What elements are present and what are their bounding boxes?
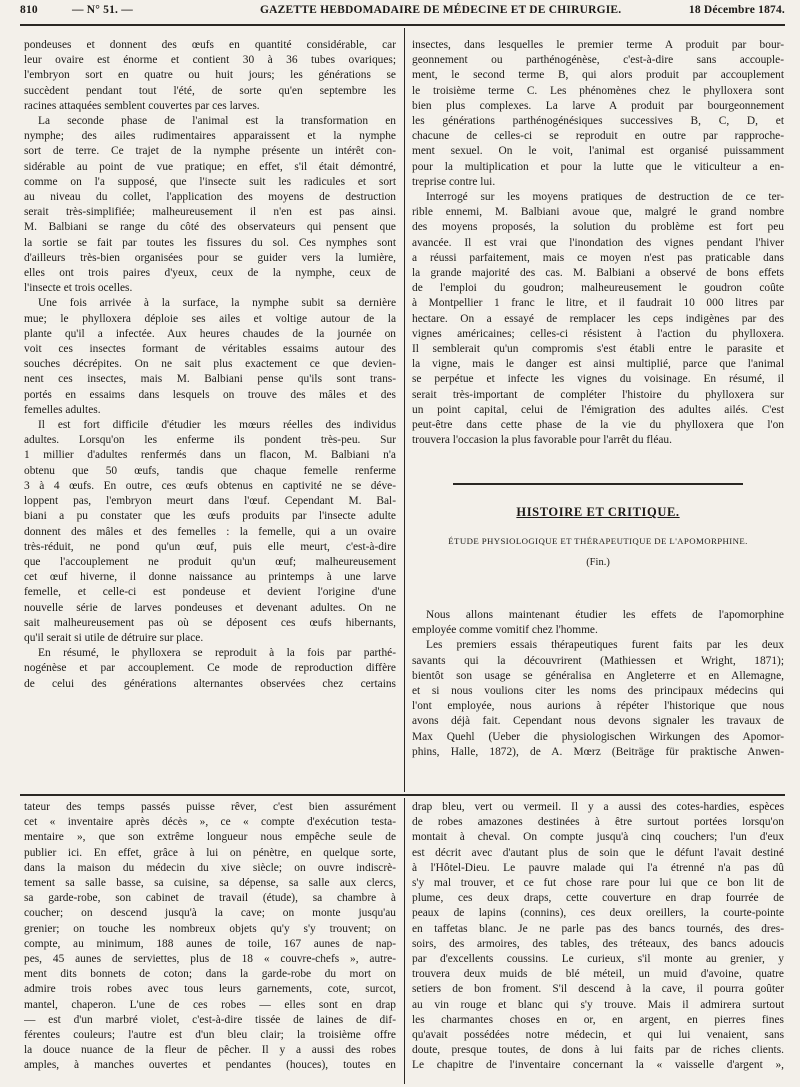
text-line: a réussi parfaitement, mais ce moyen n'est pas praticable dans	[412, 251, 784, 264]
text-line: sa garde-robe, son cabinet de travail (étude), sa chambre à	[24, 892, 396, 905]
bottom-left-column	[24, 800, 396, 1074]
text-line: 3 à 4 œufs. En outre, ces œufs obtenus en captivité ne se déve-	[24, 479, 396, 492]
text-line: que l'accouplement ne produit qu'un œuf; malheureusement	[24, 555, 396, 568]
text-line: loppent pas, l'embryon meurt dans l'œuf. Cependant M. Bal-	[24, 495, 396, 508]
text-line: et si nous voulions citer les noms des principaux médecins qui	[412, 685, 784, 698]
article-part: (Fin.)	[586, 557, 610, 569]
text-line: compte, au minimum, 188 aunes de toile, 167 aunes de nap-	[24, 937, 396, 950]
issue-date: 18 Décembre 1874.	[688, 4, 785, 16]
text-line: nymphe; des ailes rudimentaires apparaissent et la nymphe	[24, 130, 396, 143]
text-line: peut-être dans cette phase de la vie du phylloxera que l'on	[412, 419, 784, 432]
text-line: un point capital, celui de l'émigration des adultes ailés. C'est	[412, 403, 784, 416]
text-line: la douce nuance de la fleur de pêcher. Il y a aussi des robes	[24, 1044, 396, 1057]
bottom-right-column	[412, 800, 784, 1074]
text-line: nent ces insectes, mais M. Balbiani pense qu'ils sont trans-	[24, 373, 396, 386]
text-line: voit ces insectes formant de véritables essaims autour des	[24, 343, 396, 356]
text-line: Le chapitre de l'inventaire concernant la « vaisselle d'argent »,	[412, 1059, 784, 1072]
text-line: plante qu'il a infectée. Aux heures chaudes de la journée on	[24, 327, 396, 340]
text-line: geonnement ou parthénogénèse, c'est-à-dire sans accouple-	[412, 54, 784, 67]
top-right-column	[412, 38, 784, 448]
bottom-section-rule	[20, 794, 785, 796]
text-line: s'y mal trouver, et ce fut chose rare pour lui que ce bon lit de	[412, 877, 784, 890]
text-line: Max Quehl (Ueber die physiologischen Wirkungen des Apomor-	[412, 730, 784, 743]
section-separator	[453, 483, 743, 485]
section-heading-block	[412, 483, 784, 571]
text-line: — est d'un marbré violet, c'est-à-dire tissée de laines de dif-	[24, 1013, 396, 1026]
text-line: employée comme vomitif chez l'homme.	[412, 624, 598, 637]
text-line: avancée. Il est vrai que l'inondation des vignes pendant l'hiver	[412, 236, 784, 249]
text-line: chacune de celles-ci se reproduit en outre par rapproche-	[412, 130, 784, 143]
article-column	[412, 608, 784, 760]
text-line: ment, le second terme B, qui alors produit par accouplement	[412, 69, 784, 82]
text-line: femelles adultes.	[24, 403, 101, 416]
bottom-column-divider	[404, 798, 405, 1084]
text-line: est décrit avec d'autant plus de soin que le défunt l'avait destiné	[412, 846, 784, 859]
text-line: insectes, dans lesquelles le premier terme A produit par bour-	[412, 39, 784, 51]
text-line: comme on l'a supposé, que l'insecte suit les radicules et sort	[24, 175, 396, 188]
text-line: peaux de lapins (connins), ces deux oreillers, la courte-pointe	[412, 907, 784, 920]
text-line: ment dits bonnets de coton; dans la garde-robe du mort on	[24, 968, 396, 981]
text-line: rible ennemi, M. Balbiani avoue que, malgré le grand nombre	[412, 206, 784, 219]
text-line: se perpétue et infecte les vignes du voisinage. En résumé, il	[412, 373, 784, 386]
section-title: HISTOIRE ET CRITIQUE.	[516, 505, 680, 519]
text-line: soirs, des armoires, des tables, des tréteaux, des bancs adoucis	[412, 937, 784, 950]
text-line: setiers de bon froment. S'il descend à la cave, il pourra goûter	[412, 983, 784, 996]
text-line: d'ailleurs très-bien organisées pour se guider vers la lumière,	[24, 251, 396, 264]
text-line: nogénèse et par accouplement. Ce mode de reproduction diffère	[24, 662, 396, 675]
text-line: cet « inventaire après décès », ce « compte d'exécution testa-	[24, 816, 396, 829]
text-line: pour la multiplication et pour la lutte que le viticulteur a en-	[412, 160, 784, 173]
text-line: l'ont employée, nous aurions à répéter l'historique que nous	[412, 700, 784, 713]
text-line: La seconde phase de l'animal est la transformation en	[38, 115, 396, 128]
text-line: doute, presque toutes, de dons à lui faits par de riches clients.	[412, 1044, 784, 1057]
text-line: pondeuses et donnent des œufs en quantité considérable, car	[24, 39, 396, 51]
text-line: portés en essaims dans lesquels on trouve des mâles et des	[24, 388, 396, 401]
text-line: nouvelle série de larves pondeuses et devenant adultes. On ne	[24, 601, 396, 614]
text-line: très-réduit, ne pond qu'un œuf, puis elle meurt, c'est-à-dire	[24, 540, 396, 553]
page-header	[20, 4, 785, 22]
top-column-divider	[404, 28, 405, 792]
text-line: l'embryon sort en quatre ou huit jours; les générations se	[24, 69, 396, 82]
text-line: amples, à manches ouvertes et pendantes (houces), toutes en	[24, 1059, 396, 1072]
text-line: publier ici. En effet, grâce à lui on pénètre, en quelque sorte,	[24, 846, 396, 859]
text-line: adultes. Lorsqu'on les enferme ils pondent très-peu. Sur	[24, 434, 396, 447]
text-line: avons déjà fait. Cependant nous devons signaler les travaux de	[412, 715, 784, 728]
text-line: M. Balbiani se range du côté des observateurs qui pensent que	[24, 221, 396, 234]
text-line: Il est fort difficile d'étudier les mœurs réelles des individus	[38, 419, 396, 432]
text-line: drap bleu, vert ou vermeil. Il y a aussi des cotes-hardies, espèces	[412, 801, 784, 813]
text-line: cet œuf hiverne, il donne naissance au printemps à une larve	[24, 571, 396, 584]
text-line: dans la maison du médecin du xive siècle; on ouvre indiscrè-	[24, 861, 396, 874]
text-line: l'insecte et trois ocelles.	[24, 282, 133, 295]
text-line: des moyens proposés, la solution du problème est fort peu	[412, 221, 784, 234]
text-line: Une fois arrivée à la surface, la nymphe subit sa dernière	[38, 297, 396, 310]
text-line: sidérable au point de vue pratique; en effet, s'il était démontré,	[24, 160, 396, 173]
text-line: En résumé, le phylloxera se reproduit à la fois par parthé-	[38, 647, 396, 660]
text-line: qu'avait possédées notre médecin, et qui lui venaient, sans	[412, 1029, 784, 1042]
text-line: obtenu que 50 œufs, tandis que chaque femelle renferme	[24, 464, 396, 477]
text-line: au niveau du collet, l'application des moyens de destruction	[24, 191, 396, 204]
text-line: Nous allons maintenant étudier les effets de l'apomorphine	[426, 609, 784, 621]
text-line: en taffetas blanc. Je ne parle pas des bancs tournés, des dres-	[412, 922, 784, 935]
text-line: bien plus complexes. La larve A produit par bourgeonnement	[412, 99, 784, 112]
text-line: au vin rouge et blanc qui s'y trouve. Mais il admirera surtout	[412, 998, 784, 1011]
text-line: leur ovaire est énorme et contient 30 à 36 tubes ovariques;	[24, 54, 396, 67]
text-line: de celui des générations alternantes observées chez certains	[24, 677, 396, 690]
text-line: de l'emploi du goudron; malheureusement le goudron coûte	[412, 282, 784, 295]
text-line: à l'Hôtel-Dieu. Le pauvre malade qui l'a étrenné n'a pas dû	[412, 861, 784, 874]
text-line: férentes couleurs; l'autre est d'un bleu clair; la troisième offre	[24, 1029, 396, 1042]
text-line: le troisième terme C. Les phénomènes chez le phylloxera sont	[412, 84, 784, 97]
text-line: la sortie se fait par toutes les fissures du sol. Ces nymphes sont	[24, 236, 396, 249]
text-line: grenier; on touche les nombreux objets qu'y s'y trouvent; on	[24, 922, 396, 935]
text-line: Les premiers essais thérapeutiques furent faits par les deux	[426, 639, 784, 652]
text-line: phins, Halle, 1872), de A. Mœrz (Beiträge für praktische Anwen-	[412, 745, 784, 758]
text-line: ment sexuel. On le voit, l'animal est organisé puissamment	[412, 145, 784, 158]
text-line: par d'excellents coussins. Le curieux, s'il monte au grenier, y	[412, 953, 784, 966]
text-line: montait à cheval. On compte jusqu'à cinq couchers; l'un d'eux	[412, 831, 784, 844]
text-line: vignes américaines; celles-ci résistent à l'action du phylloxera.	[412, 327, 784, 340]
text-line: savants qui la découvrirent (Mathiessen et Wright, 1871);	[412, 654, 784, 667]
page-number: 810	[20, 4, 38, 16]
text-line: coucher; on descend jusqu'à la cave; on monte jusqu'au	[24, 907, 396, 920]
text-line: Il semblerait qu'un compromis s'est établi entre le parasite et	[412, 343, 784, 356]
text-line: trouvera l'occasion la plus favorable pour l'arrêt du fléau.	[412, 434, 672, 447]
text-line: les charmantes choses en or, en argent, en pierres fines	[412, 1013, 784, 1026]
text-line: la grande majorité des cas. M. Balbiani a observé de bons effets	[412, 267, 784, 280]
text-line: succèdent pendant tout l'été, de sorte qu'en septembre les	[24, 84, 396, 97]
text-line: donnent des mâles et des femelles : la femelle, qui a un ovaire	[24, 525, 396, 538]
text-line: 1 millier d'adultes renfermés dans un flacon, M. Balbiani n'a	[24, 449, 396, 462]
text-line: souches décrépites. On ne sait plus exactement ce que devien-	[24, 358, 396, 371]
text-line: mentaire », que son extrême longueur nous empêche seule de	[24, 831, 396, 844]
text-line: trouvera deux muids de blé méteil, un muid d'avoine, quatre	[412, 968, 784, 981]
text-line: serait très-simplifiée; malheureusement il n'en est pas ainsi.	[24, 206, 396, 219]
text-line: mue; le phylloxera déploie ses ailes et voltige autour de la	[24, 312, 396, 325]
text-line: de robes amazones destinées à être surtout portées lorsqu'on	[412, 816, 784, 829]
text-line: femelle, et celle-ci est pondeuse et devient l'origine d'une	[24, 586, 396, 599]
text-line: sait malheureusement pas où se déposent ces œufs hibernants,	[24, 616, 396, 629]
text-line: biani a pu constater que les œufs produits par l'insecte adulte	[24, 510, 396, 523]
text-line: tateur des temps passés puisse rêver, c'est bien assurément	[24, 801, 396, 813]
header-rule	[20, 24, 785, 26]
text-line: treprise contre lui.	[412, 175, 496, 188]
text-line: elles ont trois paires d'yeux, ceux de la nymphe, ceux de	[24, 267, 396, 280]
top-left-column	[24, 38, 396, 692]
text-line: pes, 45 aunes de serviettes, plus de 18 « couvre-chefs », autre-	[24, 953, 396, 966]
text-line: serait très-important de compléter l'histoire du phylloxera sur	[412, 388, 784, 401]
text-line: mantel, chaperon. L'une de ces robes — elles sont en drap	[24, 998, 396, 1011]
article-title: ÉTUDE PHYSIOLOGIQUE ET THÉRAPEUTIQUE DE L'APOMORPHINE.	[448, 536, 748, 547]
text-line: les générations parthénogénésiques successives B, C, D, et	[412, 115, 784, 128]
text-line: à Montpellier 1 franc le litre, et il faudrait 10 000 litres par	[412, 297, 784, 310]
text-line: racines attaquées semblent couvertes par ces larves.	[24, 99, 260, 112]
text-line: bientôt son usage se généralisa en Angleterre et en Allemagne,	[412, 669, 784, 682]
text-line: hectare. On a essayé de remplacer les ceps indigènes par des	[412, 312, 784, 325]
text-line: sort de terre. Ce trajet de la nymphe présente un intérêt con-	[24, 145, 396, 158]
text-line: qu'il serait si utile de détruire sur place.	[24, 631, 204, 644]
issue-number: — N° 51. —	[72, 4, 133, 16]
text-line: Interrogé sur les moyens pratiques de destruction de ce ter-	[426, 191, 784, 204]
text-line: plume, ces deux draps, cette couverture en drap fourrée de	[412, 892, 784, 905]
text-line: admire trois robes avec tous leurs garnements, cote, surcot,	[24, 983, 396, 996]
journal-title: GAZETTE HEBDOMADAIRE DE MÉDECINE ET DE CHIRURGIE.	[260, 4, 622, 16]
text-line: tement sa salle basse, sa cuisine, sa dépense, sa salle aux clercs,	[24, 877, 396, 890]
text-line: la vigne, mais le danger est ainsi multiplié, parce que l'animal	[412, 358, 784, 371]
